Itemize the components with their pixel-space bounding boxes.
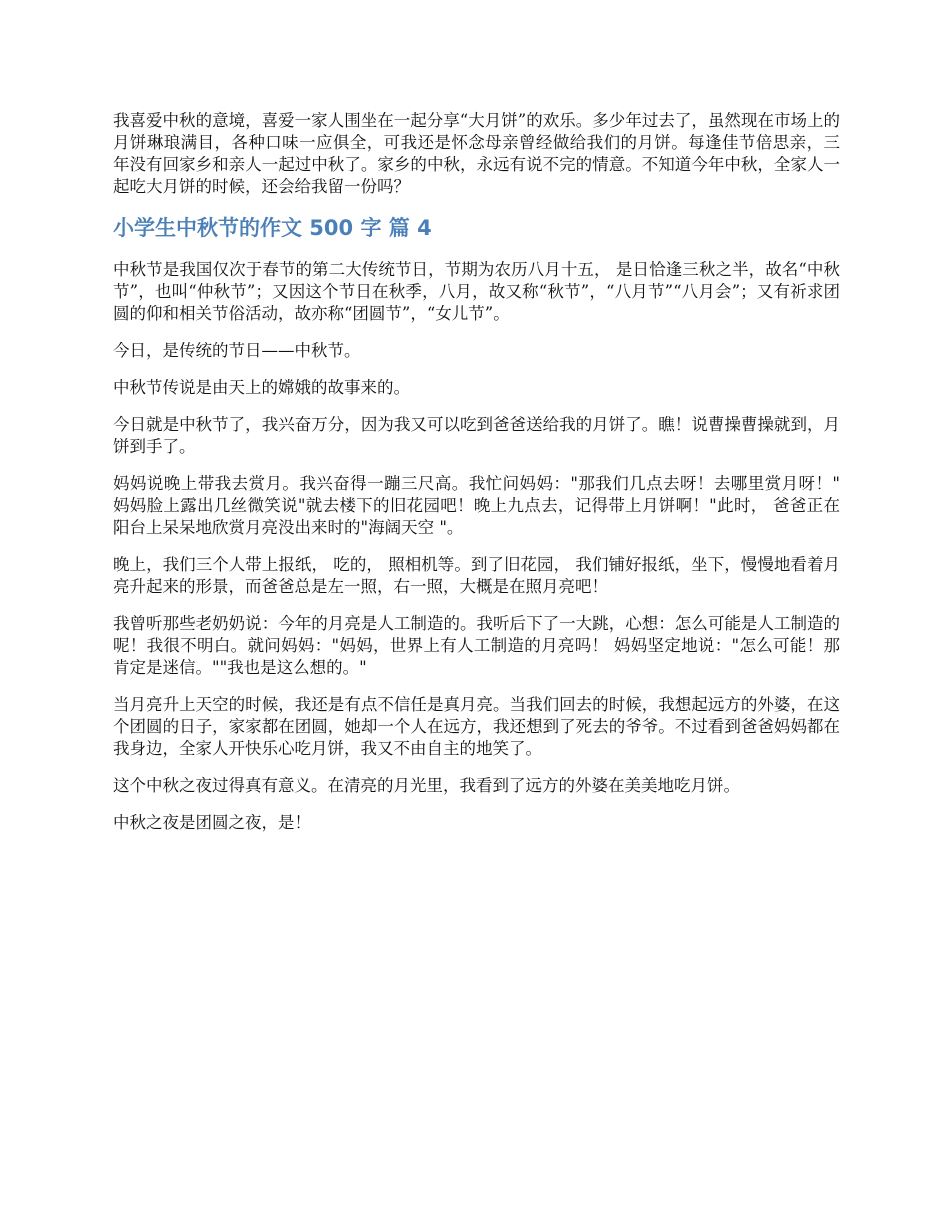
body-paragraph: 我曾听那些老奶奶说：今年的月亮是人工制造的。我听后下了一大跳，心想：怎么可能是人工制造的呢！我很不明白。就问妈妈："妈妈，世界上有人工制造的月亮吗！ 妈妈坚定地说："怎么可能！那肯定是迷信。""我也是这么想的。" — [113, 614, 840, 677]
body-paragraph: 今日，是传统的节日——中秋节。 — [113, 341, 361, 360]
body-paragraph: 当月亮升上天空的时候，我还是有点不信任是真月亮。当我们回去的时候，我想起远方的外婆，在这个团圆的日子，家家都在团圆，她却一个人在远方，我还想到了死去的爷爷。不过看到爸爸妈妈都在我身边，全家人开快乐心吃月饼，我又不由自主的地笑了。 — [113, 695, 840, 758]
body-paragraph: 中秋之夜是团圆之夜，是！ — [113, 813, 311, 832]
body-paragraph: 这个中秋之夜过得真有意义。在清亮的月光里，我看到了远方的外婆在美美地吃月饼。 — [113, 776, 740, 795]
body-paragraph: 中秋节传说是由天上的嫦娥的故事来的。 — [113, 378, 410, 397]
body-paragraph: 今日就是中秋节了，我兴奋万分，因为我又可以吃到爸爸送给我的月饼了。瞧！说曹操曹操就到，月饼到手了。 — [113, 415, 840, 456]
document-page — [113, 110, 840, 849]
body-paragraph: 晚上，我们三个人带上报纸， 吃的， 照相机等。到了旧花园， 我们铺好报纸，坐下，慢慢地看着月亮升起来的形景，而爸爸总是左一照，右一照，大概是在照月亮吧！ — [113, 555, 840, 596]
body-paragraph: 妈妈说晚上带我去赏月。我兴奋得一蹦三尺高。我忙问妈妈："那我们几点去呀！去哪里赏月呀！" 妈妈脸上露出几丝微笑说"就去楼下的旧花园吧！晚上九点去，记得带上月饼啊！"此时， 爸爸正在阳台上呆呆地欣赏月亮没出来时的"海阔天空 "。 — [113, 474, 840, 537]
section-heading: 小学生中秋节的作文 500 字 篇 4 — [113, 216, 432, 240]
body-paragraph: 中秋节是我国仅次于春节的第二大传统节日，节期为农历八月十五， 是日恰逢三秋之半，故名“中秋节”，也叫“仲秋节”；又因这个节日在秋季，八月，故又称“秋节”，“八月节”“八月会”；又有祈求团圆的仰和相关节俗活动，故亦称“团圆节”，“女儿节”。 — [113, 260, 840, 323]
intro-paragraph: 我喜爱中秋的意境，喜爱一家人围坐在一起分享“大月饼”的欢乐。多少年过去了，虽然现在市场上的月饼琳琅满目，各种口味一应俱全，可我还是怀念母亲曾经做给我们的月饼。每逢佳节倍思亲，三 年没有回家乡和亲人一起过中秋了。家乡的中秋，永远有说不完的情意。不知道今年中秋，全家人一起吃大月饼的时候，还会给我留一份吗？ — [113, 111, 840, 196]
